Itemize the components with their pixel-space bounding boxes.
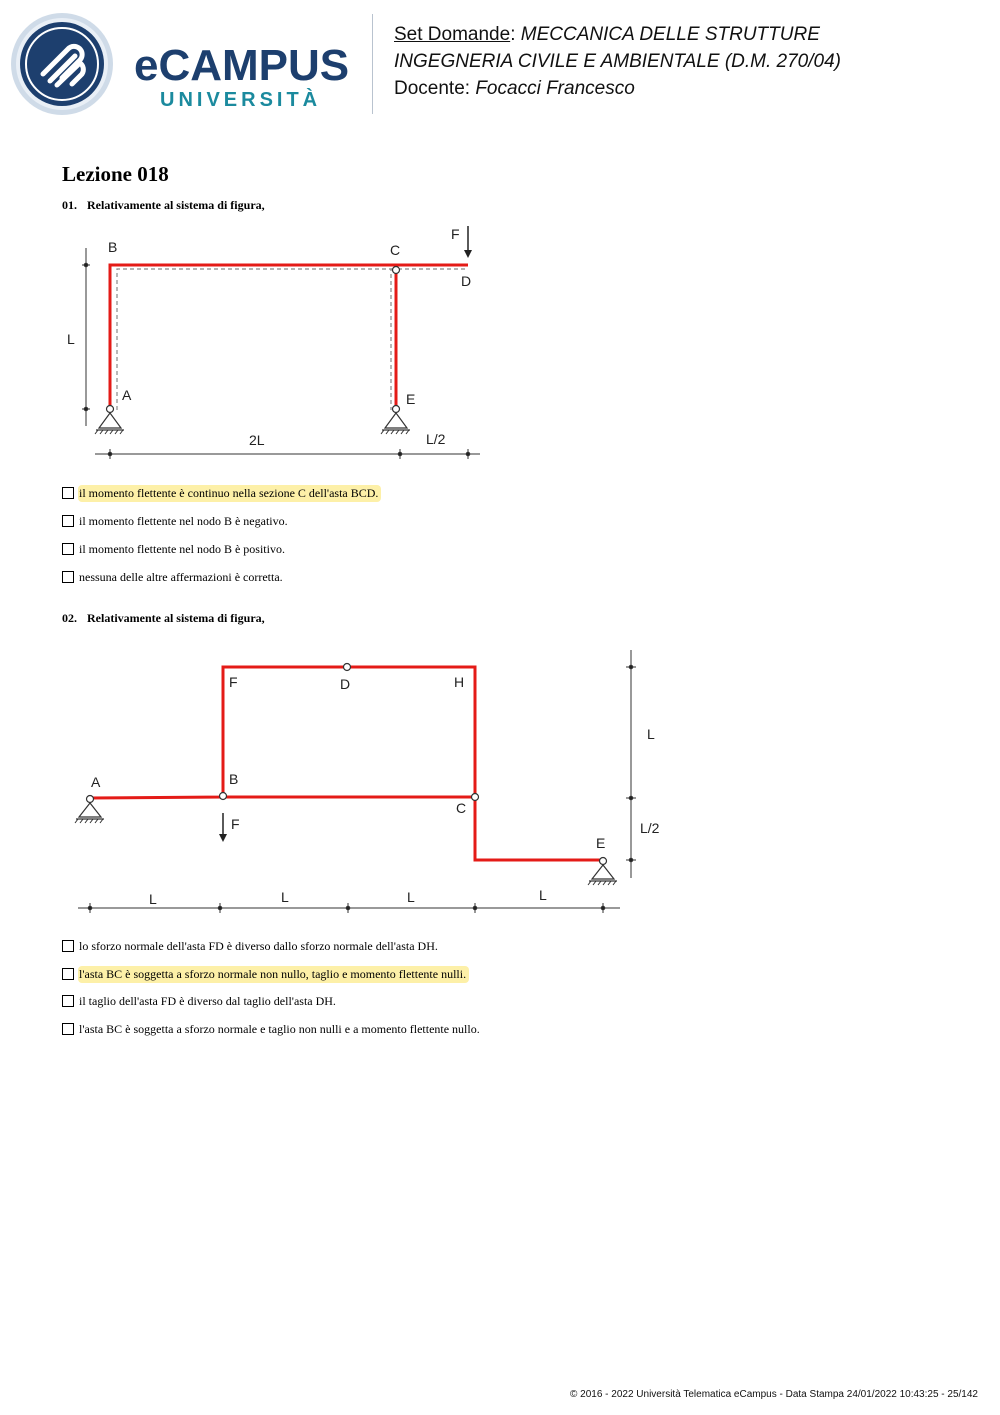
support-A <box>95 406 124 435</box>
header-divider <box>372 14 373 114</box>
label-A: A <box>122 387 132 403</box>
label-F: F <box>451 226 460 242</box>
answer-checkbox[interactable] <box>62 515 74 527</box>
page-footer: © 2016 - 2022 Università Telematica eCampus - Data Stampa 24/01/2022 10:43:25 - 25/142 <box>570 1389 978 1400</box>
dim-label-top: L <box>647 726 655 742</box>
answer-checkbox[interactable] <box>62 940 74 952</box>
question-number: 01. <box>62 198 77 212</box>
answer-checkbox[interactable] <box>62 571 74 583</box>
set-label: Set Domande <box>394 24 511 45</box>
frame-ABFHC <box>90 667 475 798</box>
logo-brand: eCAMPUS <box>134 41 350 90</box>
course-header <box>394 21 841 102</box>
label-B: B <box>229 771 239 787</box>
ecampus-logo <box>10 12 360 118</box>
label-D: D <box>461 273 472 289</box>
answer-q1-c[interactable]: il momento flettente nel nodo B è positivo. <box>62 541 288 557</box>
label-F-node: F <box>229 674 238 690</box>
course-title-line1: Set Domande: MECCANICA DELLE STRUTTURE <box>394 24 820 45</box>
lesson-title: Lezione 018 <box>62 162 169 186</box>
dim-label-height: L <box>67 331 75 347</box>
label-B: B <box>108 239 118 255</box>
answer-checkbox[interactable] <box>62 968 74 980</box>
course-title-line2: INGEGNERIA CIVILE E AMBIENTALE (D.M. 270/04) <box>394 51 841 72</box>
answer-checkbox[interactable] <box>62 1023 74 1035</box>
answer-q2-c[interactable]: il taglio dell'asta FD è diverso dal taglio dell'asta DH. <box>62 993 339 1009</box>
support-E <box>381 406 410 435</box>
beam-CE <box>475 797 606 860</box>
dimension-lines <box>82 248 480 459</box>
answer-checkbox[interactable] <box>62 543 74 555</box>
hinge-C <box>393 267 400 274</box>
dim-label-span: 2L <box>249 432 265 448</box>
answer-q2-a[interactable]: lo sforzo normale dell'asta FD è diverso dallo sforzo normale dell'asta DH. <box>62 938 441 954</box>
answer-q1-b[interactable]: il momento flettente nel nodo B è negativo. <box>62 513 291 529</box>
dim-label-overhang: L/2 <box>426 431 446 447</box>
hinge-B <box>220 793 227 800</box>
course-name: MECCANICA DELLE STRUTTURE <box>520 24 820 45</box>
label-C: C <box>456 800 467 816</box>
answer-q1-d[interactable]: nessuna delle altre affermazioni è corretta. <box>62 569 286 585</box>
deformed-shape <box>117 269 391 410</box>
support-A <box>75 796 104 824</box>
label-D: D <box>340 676 351 692</box>
answer-checkbox[interactable] <box>62 487 74 499</box>
label-C: C <box>390 242 401 258</box>
teacher-line: Docente: Focacci Francesco <box>394 78 635 99</box>
label-H: H <box>454 674 465 690</box>
hinge-D <box>344 664 351 671</box>
dimension-lines <box>78 650 636 913</box>
question-02 <box>62 611 265 626</box>
dim-label-span1: L <box>149 891 157 907</box>
label-E: E <box>406 391 416 407</box>
teacher-name: Focacci Francesco <box>475 78 635 99</box>
logo-subtitle: UNIVERSITÀ <box>160 89 322 111</box>
frame-ABCD <box>110 265 468 408</box>
question-text: Relativamente al sistema di figura, <box>87 198 265 212</box>
label-A: A <box>91 774 101 790</box>
question-text: Relativamente al sistema di figura, <box>87 611 265 625</box>
load-arrow-F <box>464 226 472 258</box>
dim-label-span2: L <box>281 889 289 905</box>
label-E: E <box>596 835 606 851</box>
dim-label-span3: L <box>407 889 415 905</box>
figure-q2 <box>60 640 680 925</box>
dim-label-bottom: L/2 <box>640 820 660 836</box>
answer-q1-a[interactable]: il momento flettente è continuo nella sezione C dell'asta BCD. <box>62 485 381 501</box>
load-arrow-F <box>219 813 227 842</box>
question-number: 02. <box>62 611 77 625</box>
answer-checkbox[interactable] <box>62 995 74 1007</box>
hinge-C <box>472 794 479 801</box>
label-F-load: F <box>231 816 240 832</box>
answer-q2-b[interactable]: l'asta BC è soggetta a sforzo normale non nullo, taglio e momento flettente nulli. <box>62 966 469 982</box>
dim-label-span4: L <box>539 887 547 903</box>
support-E <box>588 858 617 886</box>
question-01 <box>62 198 265 213</box>
figure-q1 <box>60 220 500 470</box>
answer-q2-d[interactable]: l'asta BC è soggetta a sforzo normale e taglio non nulli e a momento flettente nullo. <box>62 1021 483 1037</box>
